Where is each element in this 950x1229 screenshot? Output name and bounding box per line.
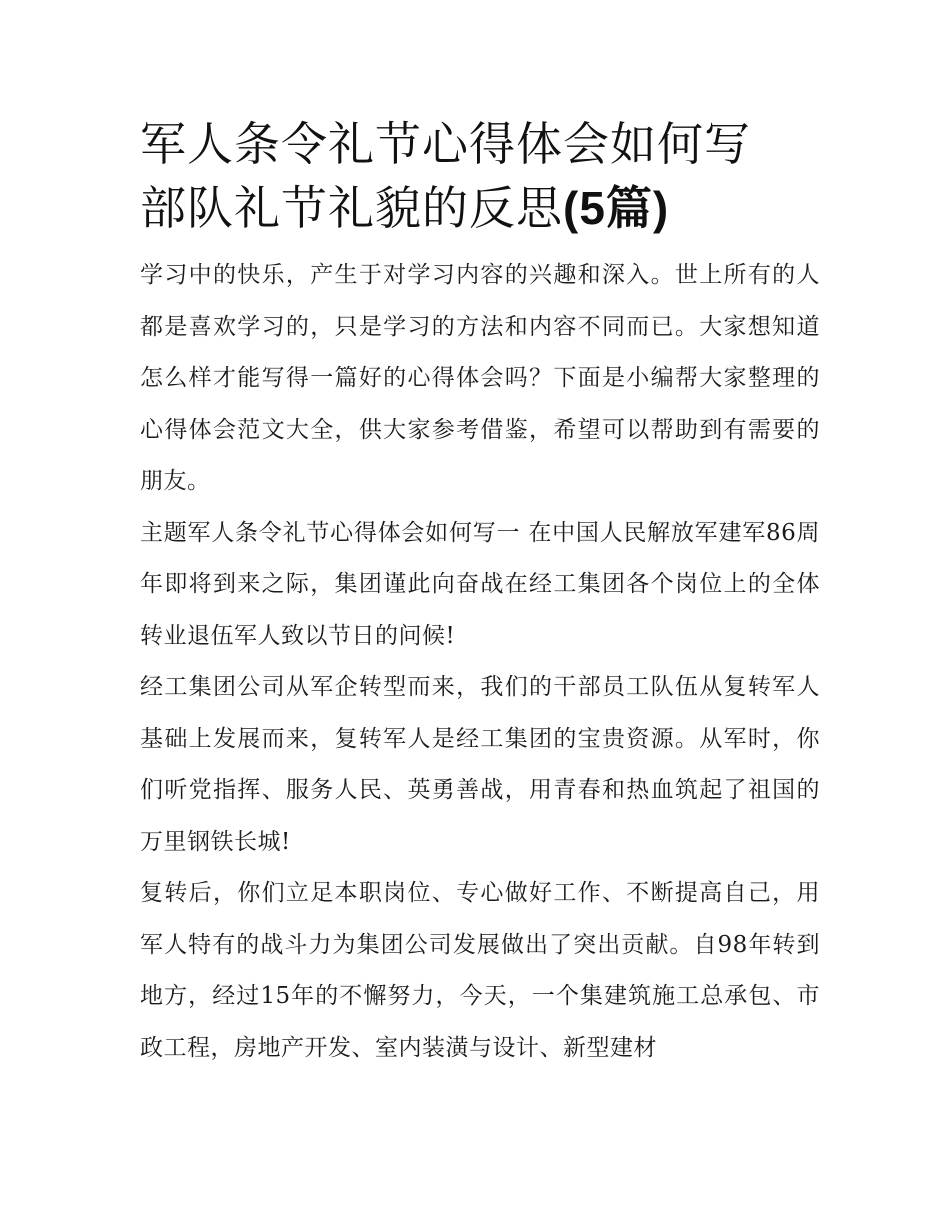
title-line-1: 军人条令礼节心得体会如何写 <box>140 117 751 171</box>
document-body <box>140 112 820 1074</box>
paragraph-company-origin: 经工集团公司从军企转型而来，我们的干部员工队伍从复转军人基础上发展而来，复转军人是经工集团的宝贵资源。从军时，你们听党指挥、服务人民、英勇善战，用青春和热血筑起了祖国的万里钢铁长城! <box>140 674 820 855</box>
paragraph-intro: 学习中的快乐，产生于对学习内容的兴趣和深入。世上所有的人都是喜欢学习的，只是学习的方法和内容不同而已。大家想知道怎么样才能写得一篇好的心得体会吗？下面是小编帮大家整理的心得体会范文大全，供大家参考借鉴，希望可以帮助到有需要的朋友。 <box>140 262 820 494</box>
paragraph-contribution: 复转后，你们立足本职岗位、专心做好工作、不断提高自己，用军人特有的战斗力为集团公司发展做出了突出贡献。自98年转到地方，经过15年的不懈努力，今天，一个集建筑施工总承包、市政工程，房地产开发、室内装潢与设计、新型建材 <box>140 880 820 1061</box>
document-title <box>140 112 820 240</box>
paragraph-topic-one: 主题军人条令礼节心得体会如何写一 在中国人民解放军建军86周年即将到来之际，集团谨此向奋战在经工集团各个岗位上的全体转业退伍军人致以节日的问候! <box>140 519 820 649</box>
title-suffix: (5篇) <box>563 182 670 234</box>
title-line-2: 部队礼节礼貌的反思 <box>140 181 563 235</box>
